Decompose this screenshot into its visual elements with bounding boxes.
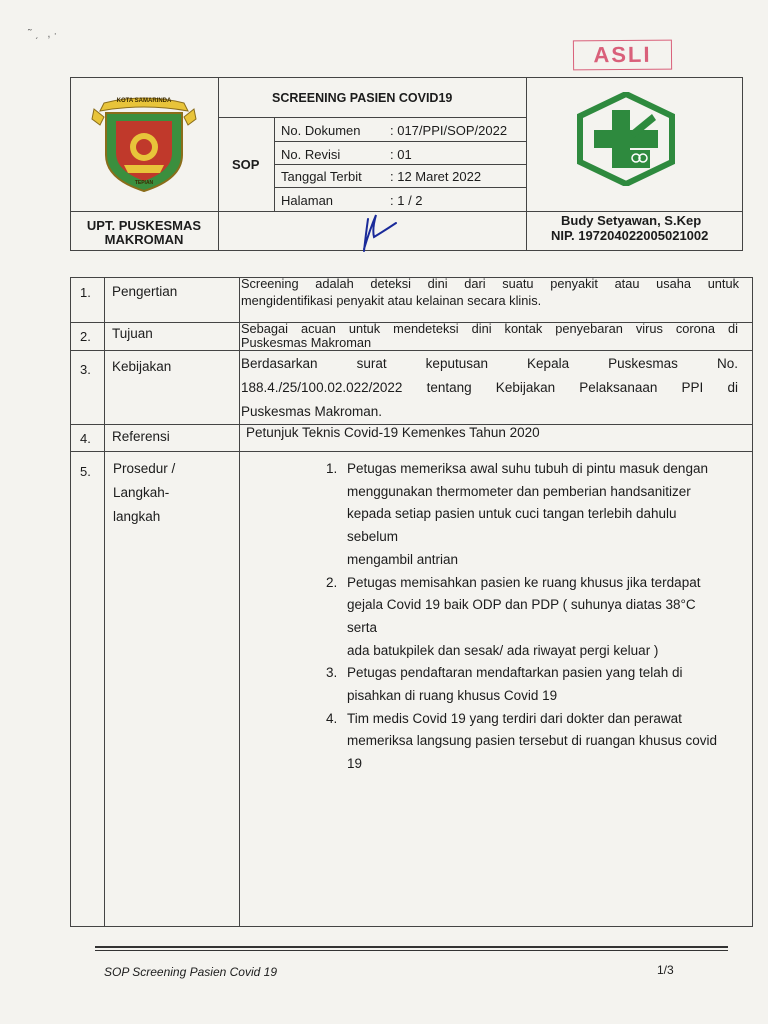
footer-rule [95,950,728,951]
section-text-line: mengidentifikasi penyakit atau kelainan secara klinis. [241,293,542,308]
step-line: mengambil antrian [347,551,459,567]
handwritten-signature [340,205,420,255]
section-text-line: Puskesmas Makroman. [241,404,383,419]
procedure-list [299,458,729,776]
field-label-tanggal-terbit: Tanggal Terbit [281,169,362,184]
step-line: Petugas memeriksa awal suhu tubuh di pintu masuk dengan [347,461,708,476]
section-number: 4. [80,431,91,446]
procedure-step [299,458,729,572]
procedure-step [299,708,729,776]
signer-name: Budy Setyawan, S.Kep [561,213,702,228]
step-line: menggunakan thermometer dan pemberian handsanitizer [347,483,691,499]
unit-name-line1: UPT. PUSKESMAS [86,218,202,233]
section-label-prosedur: langkah [113,509,161,524]
field-value-tanggal-terbit: : 12 Maret 2022 [390,169,482,184]
section-text-line: 188.4./25/100.02.022/2022 tentang Kebijakan Pelaksanaan PPI di [241,380,738,395]
section-number: 3. [80,362,91,377]
section-label-tujuan: Tujuan [112,326,153,341]
puskesmas-logo [576,92,676,186]
step-line: Petugas memisahkan pasien ke ruang khusus jika terdapat [347,574,701,590]
field-value-halaman: : 1 / 2 [390,193,423,208]
section-number: 2. [80,329,91,344]
section-text-line: Petunjuk Teknis Covid-19 Kemenkes Tahun 2020 [246,425,540,440]
sop-label: SOP [232,157,260,172]
procedure-step [299,662,729,707]
section-label-prosedur: Langkah- [113,485,170,500]
step-line: gejala Covid 19 baik ODP dan PDP ( suhunya diatas 38°C serta [347,597,696,635]
document-title: SCREENING PASIEN COVID19 [272,91,453,105]
section-number: 5. [80,464,91,479]
procedure-step [299,572,729,663]
section-label-kebijakan: Kebijakan [112,359,172,374]
field-label-no-dokumen: No. Dokumen [281,123,361,138]
step-line: memeriksa langsung pasien tersebut di ruangan khusus covid [347,733,717,749]
step-line: pisahkan di ruang khusus Covid 19 [347,688,558,704]
signer-nip: NIP. 197204022005021002 [551,228,709,243]
unit-name-line2: MAKROMAN [104,232,184,247]
scan-marks: ˜ˏ ,· [28,28,61,40]
footer-rule [95,946,728,948]
step-line: kepada setiap pasien untuk cuci tangan terlebih dahulu sebelum [347,506,677,545]
footer-document-name: SOP Screening Pasien Covid 19 [104,965,277,979]
emblem-text-bottom: TEPIAN [134,180,154,186]
field-value-no-dokumen: : 017/PPI/SOP/2022 [390,123,508,138]
asli-stamp: ASLI [573,40,672,71]
field-label-no-revisi: No. Revisi [281,147,341,162]
field-value-no-revisi: : 01 [390,147,412,162]
step-line: Tim medis Covid 19 yang terdiri dari dokter dan perawat [347,710,682,726]
section-label-prosedur: Prosedur / [113,461,176,476]
step-number: 3. [326,665,338,681]
step-line: Petugas pendaftaran mendaftarkan pasien yang telah di [347,665,683,681]
section-number: 1. [80,285,91,300]
section-text-line: Screening adalah deteksi dini dari suatu penyakit atau usaha untuk [241,276,739,291]
footer-page-number: 1/3 [657,963,674,977]
section-text-line: Sebagai acuan untuk mendeteksi dini kontak penyebaran virus corona di [241,321,738,336]
section-text-line: Puskesmas Makroman [241,335,372,350]
sop-body-table [70,277,753,927]
field-label-halaman: Halaman [281,193,334,208]
city-emblem-logo [90,95,198,193]
step-number: 4. [326,710,338,726]
section-text-line: Berdasarkan surat keputusan Kepala Puskesmas No. [241,356,738,371]
step-line: ada batukpilek dan sesak/ ada riwayat pergi keluar ) [347,642,659,658]
section-label-referensi: Referensi [112,429,170,444]
emblem-text-top: KOTA SAMARINDA [116,98,172,104]
step-number: 2. [326,574,338,590]
step-number: 1. [326,461,338,476]
section-label-pengertian: Pengertian [112,284,178,299]
step-line: 19 [347,756,363,772]
